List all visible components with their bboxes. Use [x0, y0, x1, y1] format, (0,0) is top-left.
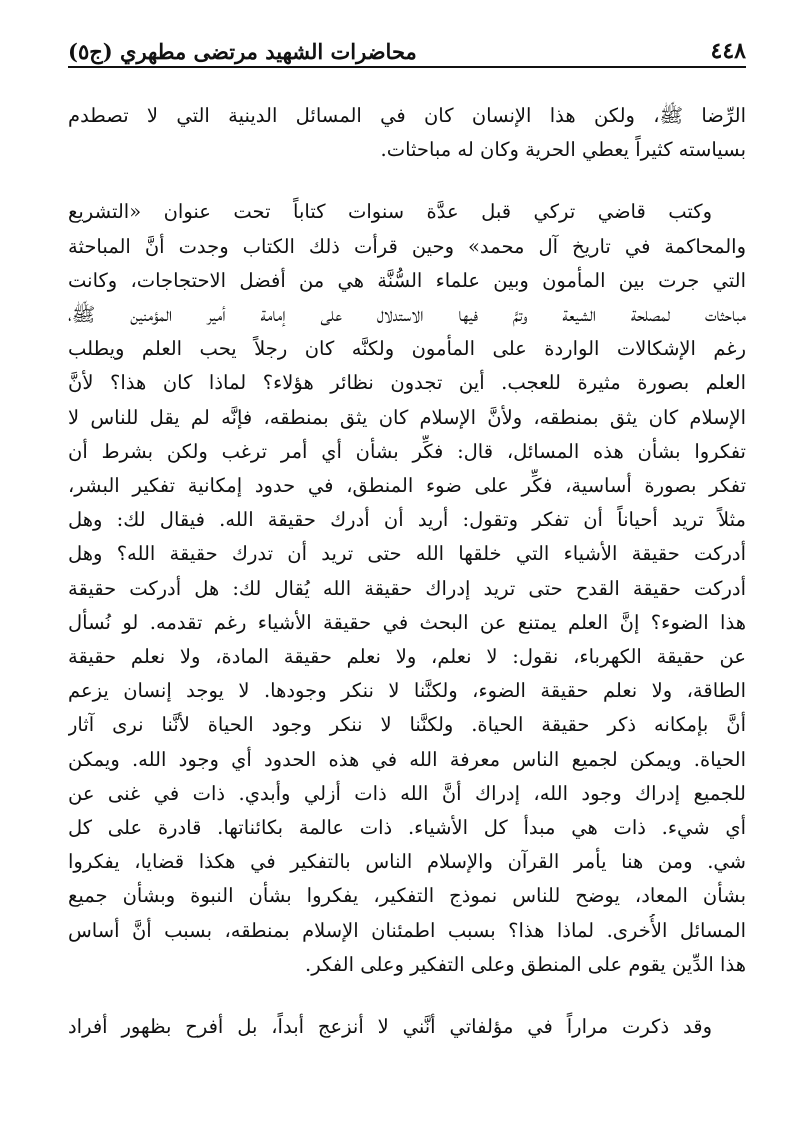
text-line: بسياسته كثيراً يعطي الحرية وكان له مباحثات.: [380, 138, 746, 162]
text-line: الحياة. ويمكن لجميع الناس معرفة الله في هذه الحدود أي وجود الله. ويمكن: [68, 747, 746, 771]
text-line: هذا الدِّين يقوم على المنطق وعلى التفكير وعلى الفكر.: [305, 952, 746, 976]
paragraph-2: [68, 195, 746, 982]
text-line: الرِّضا ﷺ، ولكن هذا الإنسان كان في المسائل الدينية التي لا تصطدم: [68, 104, 746, 127]
text-line: أي شيء. ذات هي مبدأ كل الأشياء. ذات عالمة بكائناتها. قادرة على كل: [68, 816, 746, 840]
text-line: رغم الإشكالات الواردة على المأمون ولكنَّه كان رجلاً يحب العلم ويطلب: [68, 337, 746, 361]
text-line: شي. ومن هنا يأمر القرآن والإسلام الناس بالتفكير في هكذا قضايا، يفكروا: [68, 850, 746, 874]
text-line: أدركت حقيقة القدح حتى تريد إدراك حقيقة الله يُقال لك: هل أدركت حقيقة: [68, 576, 746, 600]
text-line: المسائل الأُخرى. لماذا هذا؟ بسبب اطمئنان الإسلام بمنطقه، بسبب أنَّ أساس: [68, 918, 746, 942]
text-line: العلم بصورة مثيرة للعجب. أين تجدون نظائر هؤلاء؟ لماذا كان هذا؟ لأنَّ: [68, 371, 746, 395]
text-line: الطاقة، ولا نعلم حقيقة الضوء، ولكنَّنا لا ننكر وجودها. لا يوجد إنسان يزعم: [68, 679, 746, 703]
text-line: الإسلام كان يثق بمنطقه، ولأنَّ الإسلام كان يثق بمنطقه، فإنَّه لم يقل للناس لا: [68, 405, 746, 429]
text-line: تفكروا بشأن هذه المسائل، قال: فكِّر بشأن أي أمر ترغب ولكن بشرط أن: [68, 439, 746, 463]
running-header: [68, 30, 746, 64]
text-line: وقد ذكرت مراراً في مؤلفاتي أنَّني لا أنزعج أبداً، بل أفرح بظهور أفراد: [68, 1015, 712, 1039]
text-line: مباحثات لمصلحة الشيعة وتمَّ فيها الاستدلال على إمامة أمير المؤمنين ﷺ،: [68, 303, 746, 327]
text-line: وكتب قاضي تركي قبل عدَّة سنوات كتاباً تحت عنوان «التشريع: [68, 200, 712, 224]
page-number: ٤٤٨: [710, 38, 746, 64]
text-line: للجميع إدراك وجود الله، إدراك أنَّ الله ذات أزلي وأبدي. ذات في غنى عن: [68, 781, 746, 805]
book-page: [68, 30, 746, 1044]
text-line: هذا الضوء؟ إنَّ العلم يمتنع عن البحث في حقيقة الأشياء رغم تقدمه. لو نُسأل: [68, 610, 746, 634]
text-line: تفكر بصورة أساسية، فكِّر على ضوء المنطق، في حدود إمكانية تفكير البشر،: [68, 474, 746, 498]
paragraph-1: [68, 99, 746, 167]
header-rule: [68, 66, 746, 68]
text-line: أنَّ بإمكانه ذكر حقيقة الحياة. ولكنَّنا لا ننكر وجود الحياة لأنَّنا نرى آثار: [68, 713, 746, 737]
text-line: والمحاكمة في تاريخ آل محمد» وحين قرأت ذلك الكتاب وجدت أنَّ المباحثة: [68, 234, 746, 258]
text-line: التي جرت بين المأمون وبين علماء السُّنَّة هي من أفضل الاحتجاجات، وكانت: [68, 268, 746, 292]
text-line: أدركت حقيقة الأشياء التي خلقها الله حتى تريد أن تدرك حقيقة الله؟ وهل: [68, 542, 746, 566]
text-line: مثلاً تريد أحياناً أن تفكر وتقول: أريد أن أدرك حقيقة الله. فيقال لك: وهل: [68, 508, 746, 532]
text-line: عن حقيقة الكهرباء، نقول: لا نعلم، ولا نعلم حقيقة المادة، ولا نعلم حقيقة: [68, 645, 746, 669]
book-title: محاضرات الشهيد مرتضى مطهري (ج٥): [68, 39, 417, 64]
text-line: بشأن المعاد، يوضح للناس نموذج التفكير، يفكروا بشأن النبوة وبشأن جميع: [68, 884, 746, 908]
paragraph-3: [68, 1010, 746, 1044]
